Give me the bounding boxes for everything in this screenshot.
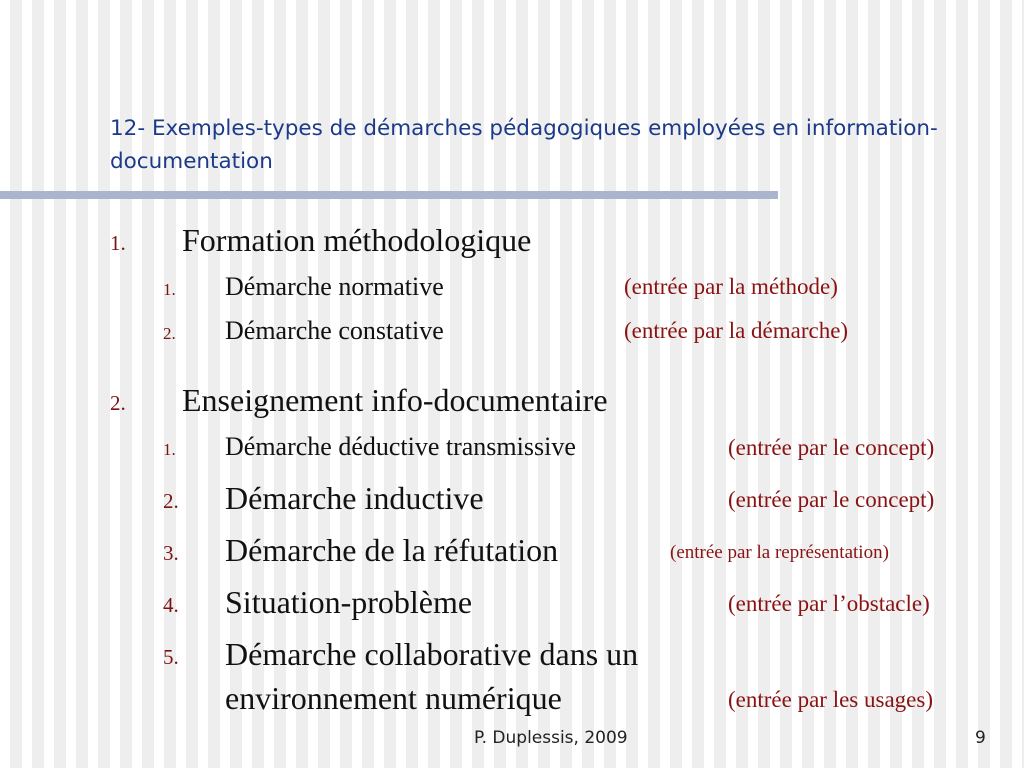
item-number: 1. (163, 440, 176, 459)
item-note: (entrée par la représentation) (670, 542, 889, 563)
item-number: 2. (163, 489, 179, 513)
footer-author: P. Duplessis, 2009 (474, 728, 628, 748)
section-number: 2. (110, 391, 126, 415)
section-label: Formation méthodologique (182, 222, 532, 258)
item-label: Démarche constative (225, 316, 444, 345)
item-label: Démarche de la réfutation (225, 532, 559, 568)
item-label: Démarche normative (225, 272, 444, 301)
item-note: (entrée par la démarche) (624, 318, 849, 343)
section-number: 1. (110, 231, 126, 255)
item-note: (entrée par les usages) (728, 687, 933, 712)
title-divider (0, 191, 778, 199)
item-label: Situation-problème (225, 584, 473, 620)
item-label-line2: environnement numérique (225, 680, 562, 716)
item-label: Démarche déductive transmissive (225, 432, 576, 461)
item-number: 5. (163, 645, 179, 669)
slide-title: 12- Exemples-types de démarches pédagogiques employées en information-documentation (110, 116, 938, 174)
item-note: (entrée par la méthode) (624, 274, 838, 299)
section-label: Enseignement info-documentaire (182, 382, 608, 418)
item-label-line1: Démarche collaborative dans un (225, 636, 639, 672)
item-number: 2. (163, 324, 176, 343)
item-note: (entrée par le concept) (728, 435, 935, 460)
item-number: 4. (163, 593, 179, 617)
page-number: 9 (975, 728, 986, 748)
item-number: 3. (163, 541, 179, 565)
item-note: (entrée par l’obstacle) (728, 591, 930, 616)
item-label: Démarche inductive (225, 480, 484, 516)
item-note: (entrée par le concept) (728, 487, 935, 512)
item-number: 1. (163, 280, 176, 299)
